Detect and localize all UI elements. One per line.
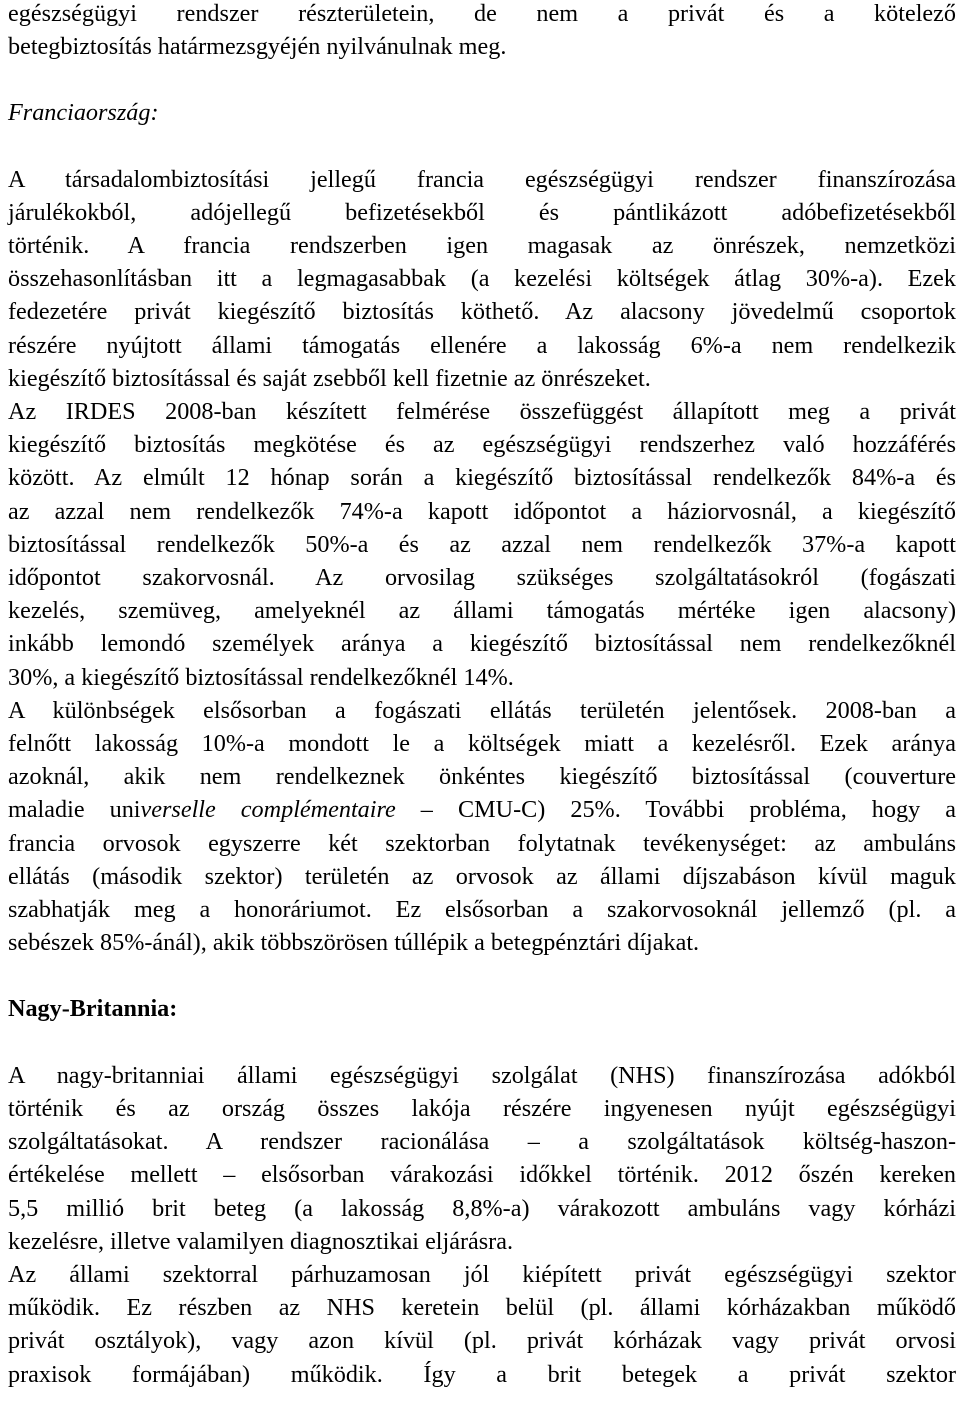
text-line: inkább lemondó személyek aránya a kiegészítő biztosítással nem rendelkezőknél bbox=[8, 630, 956, 658]
text-line: fedezetére privát kiegészítő biztosítás köthető. Az alacsony jövedelmű csoportok bbox=[8, 298, 956, 326]
text-line: sebészek 85%-ánál), akik többszörösen túllépik a betegpénztári díjakat. bbox=[8, 929, 700, 957]
text-line-mixed bbox=[8, 793, 956, 826]
text-line: A társadalombiztosítási jellegű francia egészségügyi rendszer finanszírozása bbox=[8, 165, 956, 193]
text-line: betegbiztosítás határmezsgyéjén nyilvánulnak meg. bbox=[8, 33, 507, 61]
spacer bbox=[8, 1026, 956, 1059]
text-segment: – CMU-C) 25%. További probléma, hogy a bbox=[395, 796, 956, 824]
spacer bbox=[8, 130, 956, 163]
france-paragraph-3 bbox=[8, 694, 956, 960]
text-line: 5,5 millió brit beteg (a lakosság 8,8%-a) várakozott ambuláns vagy kórházi bbox=[8, 1194, 956, 1222]
france-paragraph-2 bbox=[8, 395, 956, 694]
text-line: praxisok formájában) működik. Így a brit betegek a privát szektor bbox=[8, 1360, 956, 1388]
text-line: privát osztályok), vagy azon kívül (pl. privát kórházak vagy privát orvosi bbox=[8, 1327, 956, 1355]
text-line: A különbségek elsősorban a fogászati ellátás területén jelentősek. 2008-ban a bbox=[8, 696, 956, 724]
text-segment: maladie uni bbox=[8, 796, 141, 824]
text-line: működik. Ez részben az NHS keretein belül (pl. állami kórházakban működő bbox=[8, 1294, 956, 1322]
text-line: biztosítással rendelkezők 50%-a és az azzal nem rendelkezők 37%-a kapott bbox=[8, 530, 956, 558]
text-line: Az állami szektorral párhuzamosan jól kiépített privát egészségügyi szektor bbox=[8, 1260, 956, 1288]
text-line: francia orvosok egyszerre két szektorban folytatnak tevékenységet: az ambuláns bbox=[8, 829, 956, 857]
text-line: felnőtt lakosság 10%-a mondott le a költségek miatt a kezelésről. Ezek aránya bbox=[8, 730, 956, 758]
text-line: szolgáltatásokat. A rendszer racionálása – a szolgáltatások költség-haszon- bbox=[8, 1128, 956, 1156]
spacer bbox=[8, 959, 956, 992]
italic-segment: verselle complémentaire bbox=[140, 796, 396, 824]
text-line: értékelése mellett – elsősorban várakozási időkkel történik. 2012 őszén kereken bbox=[8, 1161, 956, 1189]
section-heading-france: Franciaország: bbox=[8, 99, 159, 127]
section-heading-uk: Nagy-Britannia: bbox=[8, 995, 178, 1023]
text-line: történik és az ország összes lakója részére ingyenesen nyújt egészségügyi bbox=[8, 1094, 956, 1122]
text-line: járulékokból, adójellegű befizetésekből és pántlikázott adóbefizetésekből bbox=[8, 198, 956, 226]
text-line: kiegészítő biztosítás megkötése és az egészségügyi rendszerhez való hozzáférés bbox=[8, 431, 956, 459]
spacer bbox=[8, 63, 956, 96]
text-line: részére nyújtott állami támogatás ellenére a lakosság 6%-a nem rendelkezik bbox=[8, 331, 956, 359]
text-line: történik. A francia rendszerben igen magasak az önrészek, nemzetközi bbox=[8, 232, 956, 260]
intro-paragraph bbox=[8, 0, 956, 63]
text-line: egészségügyi rendszer részterületein, de nem a privát és a kötelező bbox=[8, 0, 956, 27]
text-line: 30%, a kiegészítő biztosítással rendelkezőknél 14%. bbox=[8, 663, 514, 691]
text-line: Az IRDES 2008-ban készített felmérése összefüggést állapított meg a privát bbox=[8, 398, 956, 426]
france-paragraph-1 bbox=[8, 163, 956, 395]
text-line: ellátás (második szektor) területén az orvosok az állami díjszabáson kívül maguk bbox=[8, 862, 956, 890]
text-line: között. Az elmúlt 12 hónap során a kiegészítő biztosítással rendelkezők 84%-a és bbox=[8, 464, 956, 492]
text-line: kiegészítő biztosítással és saját zsebből kell fizetnie az önrészeket. bbox=[8, 364, 651, 392]
text-line: kezelés, szemüveg, amelyeknél az állami támogatás mértéke igen alacsony) bbox=[8, 597, 956, 625]
document-page bbox=[8, 0, 956, 1391]
uk-paragraph-1 bbox=[8, 1059, 956, 1258]
text-line: összehasonlításban itt a legmagasabbak (a kezelési költségek átlag 30%-a). Ezek bbox=[8, 265, 956, 293]
uk-paragraph-2 bbox=[8, 1258, 956, 1391]
text-line: A nagy-britanniai állami egészségügyi szolgálat (NHS) finanszírozása adókból bbox=[8, 1061, 956, 1089]
text-line: időpontot szakorvosnál. Az orvosilag szükséges szolgáltatásokról (fogászati bbox=[8, 564, 956, 592]
text-line: kezelésre, illetve valamilyen diagnosztikai eljárásra. bbox=[8, 1227, 514, 1255]
text-line: szabhatják meg a honoráriumot. Ez elsősorban a szakorvosoknál jellemző (pl. a bbox=[8, 896, 956, 924]
text-line: azoknál, akik nem rendelkeznek önkéntes kiegészítő biztosítással (couverture bbox=[8, 763, 956, 791]
text-line: az azzal nem rendelkezők 74%-a kapott időpontot a háziorvosnál, a kiegészítő bbox=[8, 497, 956, 525]
